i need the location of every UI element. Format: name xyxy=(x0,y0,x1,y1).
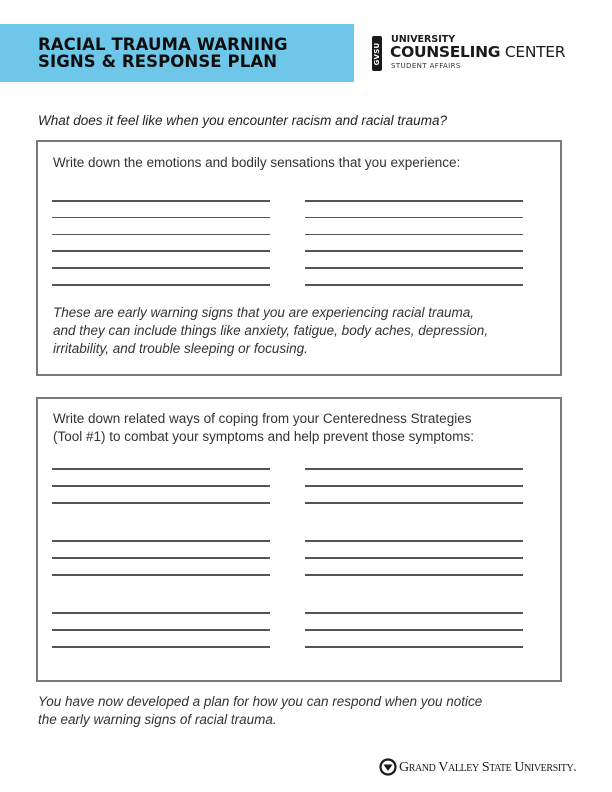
grand-valley-text: Grand Valley State University. xyxy=(399,760,577,775)
write-in-line[interactable] xyxy=(305,557,523,559)
coping-prompt xyxy=(53,410,474,446)
write-in-line[interactable] xyxy=(52,557,270,559)
write-in-line[interactable] xyxy=(305,267,523,269)
closing-line: the early warning signs of racial trauma. xyxy=(38,712,277,727)
write-in-line[interactable] xyxy=(52,267,270,269)
logo-counseling-center xyxy=(390,43,565,61)
note-line: irritability, and trouble sleeping or focusing. xyxy=(53,341,308,356)
write-in-line[interactable] xyxy=(52,234,270,236)
title-line-2: SIGNS & RESPONSE PLAN xyxy=(38,52,278,71)
write-in-line[interactable] xyxy=(305,250,523,252)
write-in-line[interactable] xyxy=(305,284,523,286)
logo-counseling: COUNSELING xyxy=(390,43,501,61)
write-in-line[interactable] xyxy=(52,217,270,219)
write-in-line[interactable] xyxy=(305,485,523,487)
write-in-line[interactable] xyxy=(52,612,270,614)
write-in-line[interactable] xyxy=(305,200,523,202)
closing-line: You have now developed a plan for how you can respond when you notice xyxy=(38,694,483,709)
write-in-line[interactable] xyxy=(52,540,270,542)
write-in-line[interactable] xyxy=(52,485,270,487)
write-in-line[interactable] xyxy=(305,540,523,542)
write-in-line[interactable] xyxy=(305,234,523,236)
closing-note xyxy=(38,693,482,729)
write-in-line[interactable] xyxy=(52,629,270,631)
write-in-line[interactable] xyxy=(305,217,523,219)
write-in-line[interactable] xyxy=(305,574,523,576)
write-in-line[interactable] xyxy=(305,646,523,648)
logo-university: UNIVERSITY xyxy=(391,34,456,45)
write-in-line[interactable] xyxy=(52,468,270,470)
question-heading: What does it feel like when you encounter racism and racial trauma? xyxy=(38,113,447,128)
write-in-line[interactable] xyxy=(305,612,523,614)
page-title xyxy=(38,36,288,70)
gvsu-anchor-icon xyxy=(379,758,397,776)
write-in-line[interactable] xyxy=(52,250,270,252)
write-in-line[interactable] xyxy=(52,646,270,648)
write-in-line[interactable] xyxy=(52,284,270,286)
title-line-1: RACIAL TRAUMA WARNING xyxy=(38,35,288,54)
gvsu-badge-text: GVSU xyxy=(373,41,381,66)
note-line: and they can include things like anxiety, fatigue, body aches, depression, xyxy=(53,323,489,338)
emotions-section xyxy=(36,140,562,376)
prompt-line: (Tool #1) to combat your symptoms and help prevent those symptoms: xyxy=(53,429,474,444)
emotions-prompt: Write down the emotions and bodily sensations that you experience: xyxy=(53,155,461,170)
write-in-line[interactable] xyxy=(305,502,523,504)
coping-section xyxy=(36,397,562,682)
prompt-line: Write down related ways of coping from your Centeredness Strategies xyxy=(53,411,472,426)
write-in-line[interactable] xyxy=(305,629,523,631)
note-line: These are early warning signs that you are experiencing racial trauma, xyxy=(53,305,474,320)
write-in-line[interactable] xyxy=(52,574,270,576)
gvsu-badge-icon xyxy=(372,36,382,71)
logo-student-affairs: STUDENT AFFAIRS xyxy=(391,62,461,70)
write-in-line[interactable] xyxy=(52,200,270,202)
logo-center: CENTER xyxy=(500,43,566,61)
counseling-center-logo xyxy=(372,34,587,74)
warning-signs-note xyxy=(53,304,488,358)
write-in-line[interactable] xyxy=(305,468,523,470)
write-in-line[interactable] xyxy=(52,502,270,504)
grand-valley-logo xyxy=(379,758,584,778)
